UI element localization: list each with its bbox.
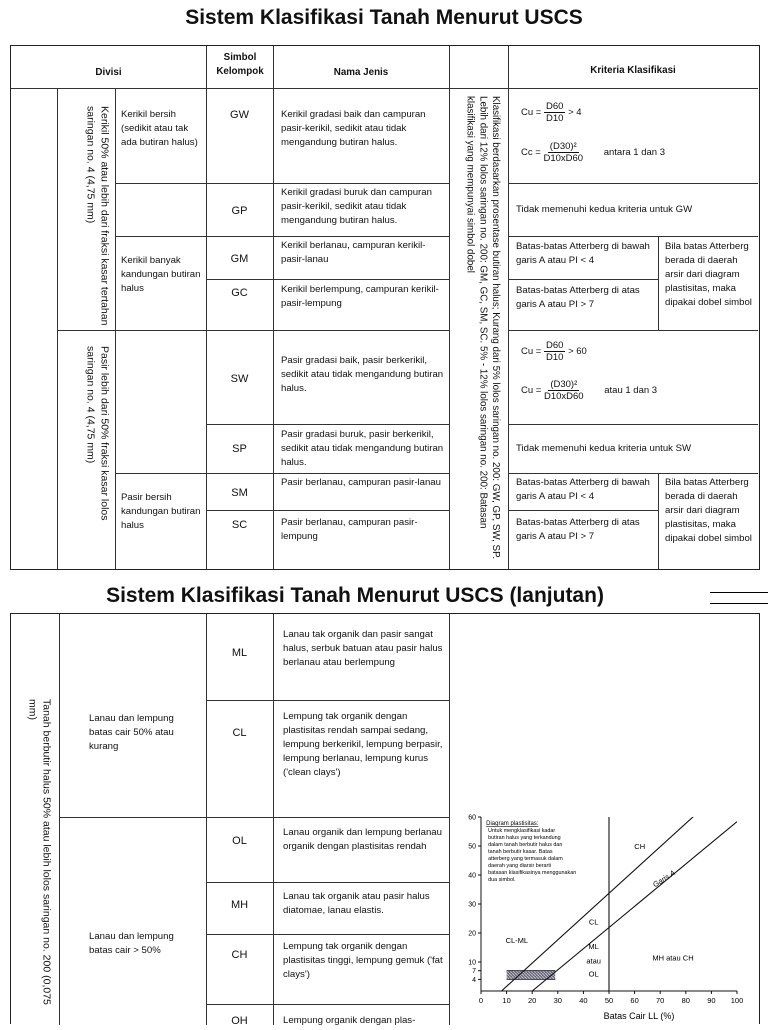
name-oh: Lempung organik dengan plas-: [283, 1015, 416, 1026]
region-label: CL: [588, 917, 599, 927]
symbol-ml: ML: [231, 647, 248, 659]
x-tick-label: 90: [707, 996, 716, 1005]
chart-title: Diagram plastisitas:: [486, 821, 539, 827]
classification-note: Klasifikasi berdasarkan prosentase butiran halus; Kurang dari 5% lolos saringan no. 200: GW, GP, SW, SP. Lebih dari 12% lolos saringan no. 200: GM, GC, SM, SC. 5% - 12% lolos saringan no. 200: Batasan klasifikasi yang mempunyai simbol dobel: [464, 96, 502, 560]
group-kerikil-banyak: Kerikil banyak kandungan butiran halus: [121, 255, 201, 294]
chart-note-line: batasan klasifikasinya menggunakan: [488, 870, 577, 876]
criteria-sc: Batas-batas Atterberg di atas garis A atau PI > 7: [516, 517, 640, 542]
criteria-sm: Batas-batas Atterberg di bawah garis A atau PI < 4: [516, 477, 650, 502]
header-simbol: Simbol Kelompok: [216, 52, 264, 78]
gw-cc-formula: Cc = $\frac{\text{(D30)²}}{D10xD60}$ antara 1 dan 3: [521, 141, 665, 164]
symbol-sp: SP: [232, 443, 247, 455]
criteria-sp: Tidak memenuhi kedua kriteria untuk SW: [516, 443, 692, 454]
y-tick-label: 10: [468, 959, 476, 967]
symbol-sc: SC: [231, 519, 248, 531]
uscs-table-coarse: [10, 45, 760, 570]
y-tick-label: 7: [472, 968, 476, 976]
x-tick-label: 30: [553, 996, 562, 1005]
chart-note-line: atterberg yang termasuk dalam: [488, 856, 563, 862]
region-label: MH atau CH: [652, 953, 694, 963]
criteria-gp: Tidak memenuhi kedua kriteria untuk GW: [516, 204, 693, 215]
chart-note-line: tanah berbutir kasar. Batas: [488, 849, 553, 855]
criteria-gm: Batas-batas Atterberg di bawah garis A atau PI < 4: [516, 241, 650, 266]
group-ll-high: Lanau dan lempung batas cair > 50%: [89, 931, 174, 956]
header-kriteria: Kriteria Klasifikasi: [590, 65, 676, 76]
sw-cc-formula: Cu = $\frac{\text{(D30)²}}{D10xD60}$ atau 1 dan 3: [521, 379, 658, 402]
name-ol: Lanau organik dan lempung berlanau organik dengan plastisitas rendah: [283, 827, 442, 852]
group-ll-low: Lanau dan lempung batas cair 50% atau kurang: [89, 713, 174, 752]
x-tick-label: 100: [730, 996, 744, 1005]
x-tick-label: 50: [604, 996, 614, 1005]
page-title: Sistem Klasifikasi Tanah Menurut USCS: [185, 6, 583, 29]
chart-note-line: Untuk mengklasifikasi kadar: [488, 828, 556, 834]
division-fine: Tanah berbutir halus 50% atau lebih lolos saringan no. 200 (0,075 mm): [26, 699, 53, 1005]
symbol-gc: GC: [231, 287, 248, 299]
header-divisi: Divisi: [95, 67, 122, 78]
criteria-gc: Batas-batas Atterberg di atas garis A atau PI > 7: [516, 285, 640, 310]
name-gp: Kerikil gradasi buruk dan campuran pasir-kerikil, sedikit atau tidak mengandung butiran halus.: [281, 187, 432, 226]
y-tick-label: 40: [468, 872, 476, 880]
symbol-gm: GM: [230, 253, 249, 265]
region-label: atau: [586, 956, 601, 966]
x-tick-label: 70: [656, 996, 665, 1005]
symbol-oh: OH: [231, 1015, 248, 1027]
name-mh: Lanau tak organik atau pasir halus diatomae, lanau elastis.: [283, 891, 430, 916]
y-tick-label: 4: [472, 976, 476, 984]
region-label: Garis A: [651, 868, 677, 890]
symbol-gw: GW: [230, 109, 249, 121]
symbol-mh: MH: [230, 899, 249, 911]
symbol-cl: CL: [232, 727, 247, 739]
name-cl: Lempung tak organik dengan plastisitas rendah sampai sedang, lempung berkerikil, lempung berpasir, lempung berlanau, lempung kurus ('clean clays'): [283, 711, 443, 778]
group-kerikil-bersih: Kerikil bersih (sedikit atau tak ada butiran halus): [121, 109, 198, 148]
x-tick-label: 80: [681, 996, 690, 1005]
symbol-sm: SM: [231, 487, 248, 499]
group-pasir-bersih: Pasir bersih kandungan butiran halus: [121, 492, 201, 531]
x-axis-label: Batas Cair LL (%): [603, 1011, 675, 1021]
name-gw: Kerikil gradasi baik dan campuran pasir-kerikil, sedikit atau tidak mengandung butiran halus.: [281, 109, 426, 148]
y-tick-label: 30: [468, 901, 476, 909]
chart-note-line: dua simbol.: [488, 877, 516, 883]
y-tick-label: 60: [468, 814, 476, 822]
x-tick-label: 60: [630, 996, 639, 1005]
chart-note-line: daerah yang diarsir berarti: [488, 863, 552, 869]
symbol-ol: OL: [232, 835, 247, 847]
gw-cu-formula: Cu = $\frac{D60}{D10}$ > 4: [521, 101, 582, 124]
region-label: ML: [588, 941, 599, 951]
name-gm: Kerikil berlanau, campuran kerikil-pasir-lanau: [281, 240, 426, 265]
criteria-s-double: Bila batas Atterberg berada di daerah arsir dari diagram plastisitas, maka dipakai dobel simbol: [665, 477, 752, 544]
symbol-sw: SW: [230, 373, 249, 385]
symbol-gp: GP: [231, 205, 248, 217]
division-kerikil: Kerikil 50% atau lebih dari fraksi kasar tertahan saringan no. 4 (4,75 mm): [84, 106, 111, 326]
criteria-g-double: Bila batas Atterberg berada di daerah arsir dari diagram plastisitas, maka dipakai dobel simbol: [665, 241, 752, 308]
x-tick-label: 40: [579, 996, 588, 1005]
name-ch: Lempung tak organik dengan plastisitas tinggi, lempung gemuk ('fat clays'): [283, 941, 443, 980]
header-nama: Nama Jenis: [333, 67, 389, 78]
name-gc: Kerikil berlempung, campuran kerikil-pasir-lempung: [281, 284, 439, 309]
chart-note-line: butiran halus yang terkandung: [488, 835, 561, 841]
region-label: CL-ML: [505, 936, 529, 946]
name-sp: Pasir gradasi buruk, pasir berkerikil, sedikit atau tidak mengandung butiran halus.: [281, 429, 444, 468]
sw-cu-formula: Cu = $\frac{D60}{D10}$ > 60: [521, 340, 587, 363]
chart-note-line: dalam tanah berbutir halus dan: [488, 842, 563, 848]
division-pasir: Pasir lebih dari 50% fraksi kasar lolos saringan no. 4 (4,75 mm): [84, 346, 111, 521]
x-tick-label: 0: [478, 996, 484, 1005]
x-tick-label: 20: [528, 996, 537, 1005]
y-tick-label: 50: [468, 843, 476, 851]
page-subtitle: Sistem Klasifikasi Tanah Menurut USCS (lanjutan): [106, 584, 604, 607]
name-sc: Pasir berlanau, campuran pasir-lempung: [281, 517, 418, 542]
name-sm: Pasir berlanau, campuran pasir-lanau: [281, 477, 441, 488]
x-tick-label: 10: [502, 996, 511, 1005]
name-sw: Pasir gradasi baik, pasir berkerikil, sedikit atau tidak mengandung butiran halus.: [281, 355, 444, 394]
region-label: OL: [588, 969, 599, 979]
plasticity-chart: [455, 805, 755, 1024]
region-label: CH: [634, 841, 646, 851]
name-ml: Lanau tak organik dan pasir sangat halus, serbuk batuan atau pasir halus berlanau atau berlempung: [283, 629, 443, 668]
symbol-ch: CH: [231, 949, 248, 961]
y-tick-label: 20: [468, 930, 476, 938]
